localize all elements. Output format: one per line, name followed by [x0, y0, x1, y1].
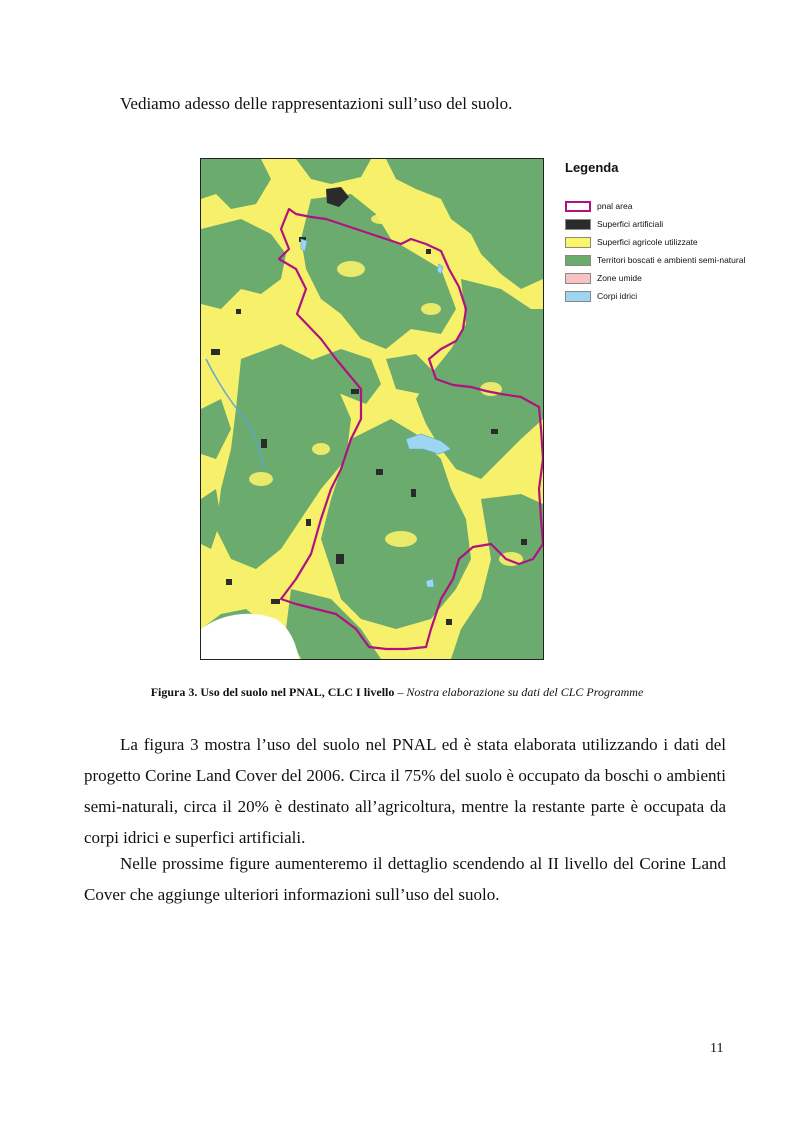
land-use-map — [200, 158, 544, 660]
legend-label: Zone umide — [597, 273, 642, 283]
legend-swatch — [565, 219, 591, 230]
caption-title: Figura 3. Uso del suolo nel PNAL, CLC I livello — [150, 685, 395, 699]
caption-source: – Nostra elaborazione su dati del CLC Programme — [394, 685, 644, 699]
paragraph-1: La figura 3 mostra l’uso del suolo nel PNAL ed è stata elaborata utilizzando i dati del progetto Corine Land Cover del 2006. Circa il 75% del suolo è occupato da boschi o ambienti semi-naturali, circa il 20% è destinato all’agricoltura, mentre la restante parte è occupata da corpi idrici e superfici artificiali. — [84, 735, 726, 847]
legend-title: Legenda — [565, 160, 619, 175]
legend-item — [565, 251, 790, 269]
legend-label: Corpi idrici — [597, 291, 638, 301]
legend-item — [565, 215, 790, 233]
legend-item — [565, 287, 790, 305]
legend-swatch — [565, 291, 591, 302]
figure-caption — [0, 685, 794, 700]
legend-label: Superfici agricole utilizzate — [597, 237, 698, 247]
legend-swatch — [565, 201, 591, 212]
map-legend — [565, 160, 790, 305]
legend-item — [565, 197, 790, 215]
legend-swatch — [565, 255, 591, 266]
legend-label: pnal area — [597, 201, 633, 211]
legend-item — [565, 233, 790, 251]
paragraph-2: Nelle prossime figure aumenteremo il dettaglio scendendo al II livello del Corine Land Cover che aggiunge ulteriori informazioni sull’uso del suolo. — [84, 854, 726, 904]
legend-item — [565, 269, 790, 287]
legend-items — [565, 197, 790, 305]
intro-text: Vediamo adesso delle rappresentazioni sull’uso del suolo. — [120, 94, 513, 113]
legend-swatch — [565, 273, 591, 284]
legend-label: Territori boscati e ambienti semi-natural — [597, 255, 746, 265]
legend-swatch — [565, 237, 591, 248]
legend-label: Superfici artificiali — [597, 219, 664, 229]
page-number: 11 — [710, 1041, 724, 1056]
